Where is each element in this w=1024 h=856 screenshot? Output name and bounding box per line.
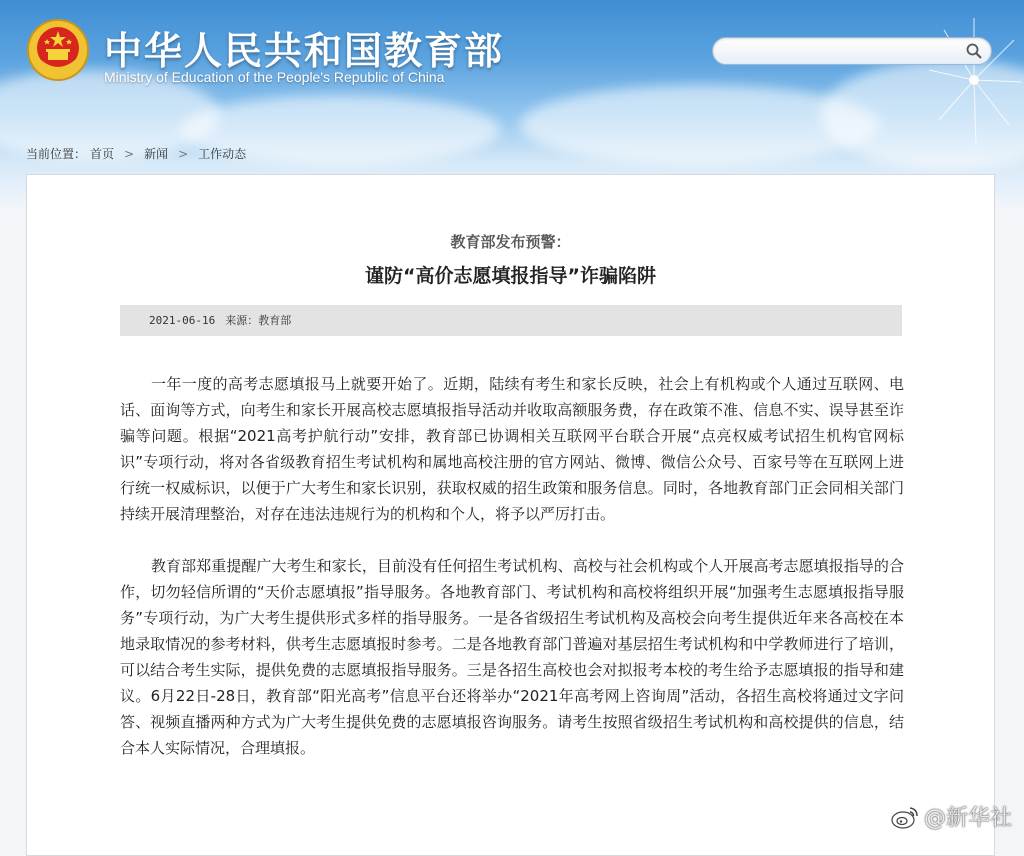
breadcrumb-home-link[interactable]: 首页: [90, 147, 115, 161]
article-kicker: 教育部发布预警：: [450, 233, 571, 251]
national-emblem-icon: [26, 18, 90, 82]
watermark-text: @新华社: [923, 806, 1012, 831]
article-paragraph: 一年一度的高考志愿填报马上就要开始了。近期，陆续有考生和家长反映，社会上有机构或个人通过互联网、电话、面询等方式，向考生和家长开展高校志愿填报指导活动并收取高额服务费，存在政策不准、信息不实、误导甚至诈骗等问题。根据“2021高考护航行动”安排，教育部已协调相关互联网平台联合开展“点亮权威考试招生机构官网标识”专项行动，将对各省级教育招生考试机构和属地高校注册的官方网站、微博、微信公众号、百家号等在互联网上进行统一权威标识，以便于广大考生和家长识别，获取权威的招生政策和服务信息。同时，各地教育部门正会同相关部门持续开展清理整治，对存在违法违规行为的机构和个人，将予以严厉打击。: [120, 375, 904, 523]
breadcrumb-news-link[interactable]: 新闻: [144, 147, 169, 161]
chevron-right-icon: >: [178, 147, 189, 161]
search-box: [712, 37, 992, 65]
breadcrumb-prefix: 当前位置：: [26, 147, 87, 161]
search-icon[interactable]: [965, 42, 983, 60]
article-paragraph: 教育部郑重提醒广大考生和家长，目前没有任何招生考试机构、高校与社会机构或个人开展高考志愿填报指导的合作，切勿轻信所谓的“天价志愿填报”指导服务。各地教育部门、考试机构和高校将组织开展“加强考生志愿填报指导服务”专项行动，为广大考生提供形式多样的指导服务。一是各省级招生考试机构及高校会向考生提供近年来各高校在本地录取情况的参考材料，供考生志愿填报时参考。二是各地教育部门普遍对基层招生考试机构和中学教师进行了培训，可以结合考生实际，提供免费的志愿填报指导服务。三是各招生高校也会对拟报考本校的考生给予志愿填报的指导和建议。6月22日-28日，教育部“阳光高考”信息平台还将举办“2021年高考网上咨询周”活动，各招生高校将通过文字问答、视频直播两种方式为广大考生提供免费的志愿填报咨询服务。请考生按照省级招生考试机构和高校提供的信息，结合本人实际情况，合理填报。: [120, 557, 904, 757]
article-date: 2021-06-16: [149, 314, 216, 327]
article-body: [120, 371, 904, 787]
article-panel: [26, 174, 995, 856]
chevron-right-icon: >: [124, 147, 135, 161]
weibo-logo-icon: [890, 802, 920, 832]
article-title: 谨防“高价志愿填报指导”诈骗陷阱: [365, 265, 656, 287]
article-meta-bar: [120, 305, 902, 336]
breadcrumb-work-news-link[interactable]: 工作动态: [198, 147, 247, 161]
search-input[interactable]: [725, 41, 959, 63]
site-subtitle: Ministry of Education of the People's Republic of China: [104, 69, 445, 85]
breadcrumb: [26, 145, 246, 162]
watermark: [890, 801, 1012, 832]
dandelion-decoration: [884, 10, 1024, 150]
article-source: 来源：教育部: [225, 314, 292, 327]
site-title: 中华人民共和国教育部: [104, 28, 505, 73]
